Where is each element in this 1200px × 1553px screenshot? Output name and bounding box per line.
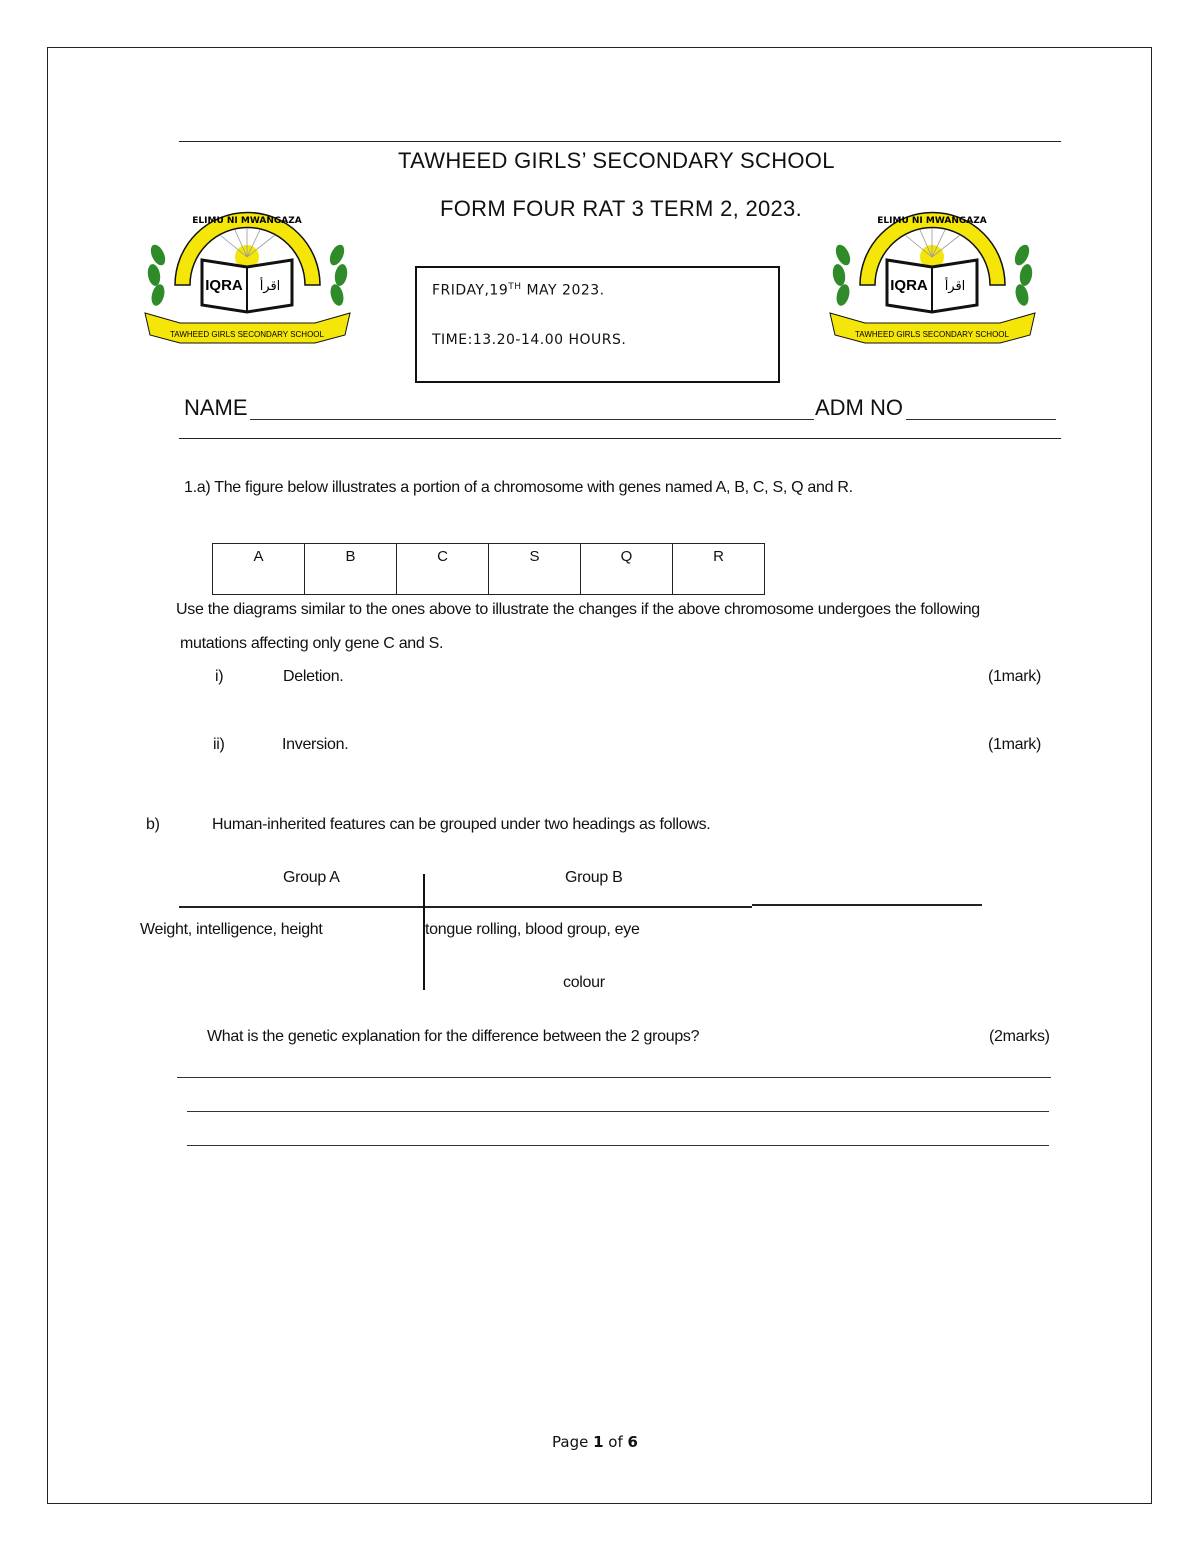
question-1b-marks: (2marks) [989, 1028, 1050, 1045]
part-i-marks: (1mark) [988, 668, 1042, 685]
question-1b-text: Human-inherited features can be grouped under two headings as follows. [212, 816, 711, 833]
logo-motto: ELIMU NI MWANGAZA [192, 216, 302, 226]
answer-line[interactable] [177, 1077, 1051, 1078]
logo-motto: ELIMU NI MWANGAZA [877, 216, 987, 226]
name-label: NAME [184, 395, 248, 420]
gene-cell: B [305, 544, 397, 595]
group-b-items-line-1: tongue rolling, blood group, eye [425, 921, 640, 938]
part-ii-label: Inversion. [282, 736, 349, 753]
header-top-rule [179, 141, 1061, 142]
logo-arabic-text: اقرأ [944, 279, 966, 294]
school-logo-right [825, 195, 1040, 345]
exam-title: FORM FOUR RAT 3 TERM 2, 2023. [440, 196, 802, 221]
gene-cell: Q [581, 544, 673, 595]
page-number: Page 1 of 6 [552, 1433, 638, 1451]
gene-cell: R [673, 544, 765, 595]
logo-ribbon-text: TAWHEED GIRLS SECONDARY SCHOOL [855, 330, 1009, 339]
logo-book-text: IQRA [890, 277, 928, 294]
adm-field[interactable] [906, 419, 1056, 420]
gene-cell: A [213, 544, 305, 595]
group-a-header: Group A [283, 869, 340, 886]
part-ii-marks: (1mark) [988, 736, 1042, 753]
adm-label: ADM NO [815, 395, 903, 420]
part-i-label: Deletion. [283, 668, 344, 685]
part-ii-number: ii) [213, 736, 225, 753]
school-name: TAWHEED GIRLS’ SECONDARY SCHOOL [398, 148, 835, 173]
logo-ribbon-text: TAWHEED GIRLS SECONDARY SCHOOL [170, 330, 324, 339]
groups-table-rule [179, 906, 752, 908]
exam-time: TIME:13.20-14.00 HOURS. [432, 332, 627, 348]
exam-date: FRIDAY,19TH MAY 2023. [432, 282, 605, 299]
group-a-items: Weight, intelligence, height [140, 921, 323, 938]
gene-cell: C [397, 544, 489, 595]
name-field[interactable] [250, 419, 814, 420]
header-bottom-rule [179, 438, 1061, 439]
question-1b-number: b) [146, 816, 160, 833]
exam-info-box [415, 266, 780, 383]
question-1a: 1.a) The figure below illustrates a portion of a chromosome with genes named A, B, C, S, Q and R. [184, 479, 853, 496]
instruction-line-2: mutations affecting only gene C and S. [180, 635, 444, 652]
answer-line[interactable] [187, 1111, 1049, 1112]
logo-arabic-text: اقرأ [259, 279, 281, 294]
part-i-number: i) [215, 668, 224, 685]
chromosome-gene-table [212, 543, 765, 595]
logo-book-text: IQRA [205, 277, 243, 294]
question-1b-prompt: What is the genetic explanation for the difference between the 2 groups? [207, 1028, 700, 1045]
answer-line[interactable] [187, 1145, 1049, 1146]
group-b-items-line-2: colour [563, 974, 605, 991]
instruction-line-1: Use the diagrams similar to the ones above to illustrate the changes if the above chromosome undergoes the following [176, 601, 980, 618]
group-b-header: Group B [565, 869, 623, 886]
gene-cell: S [489, 544, 581, 595]
groups-table-rule-extension [752, 904, 982, 906]
school-logo-left [140, 195, 355, 345]
